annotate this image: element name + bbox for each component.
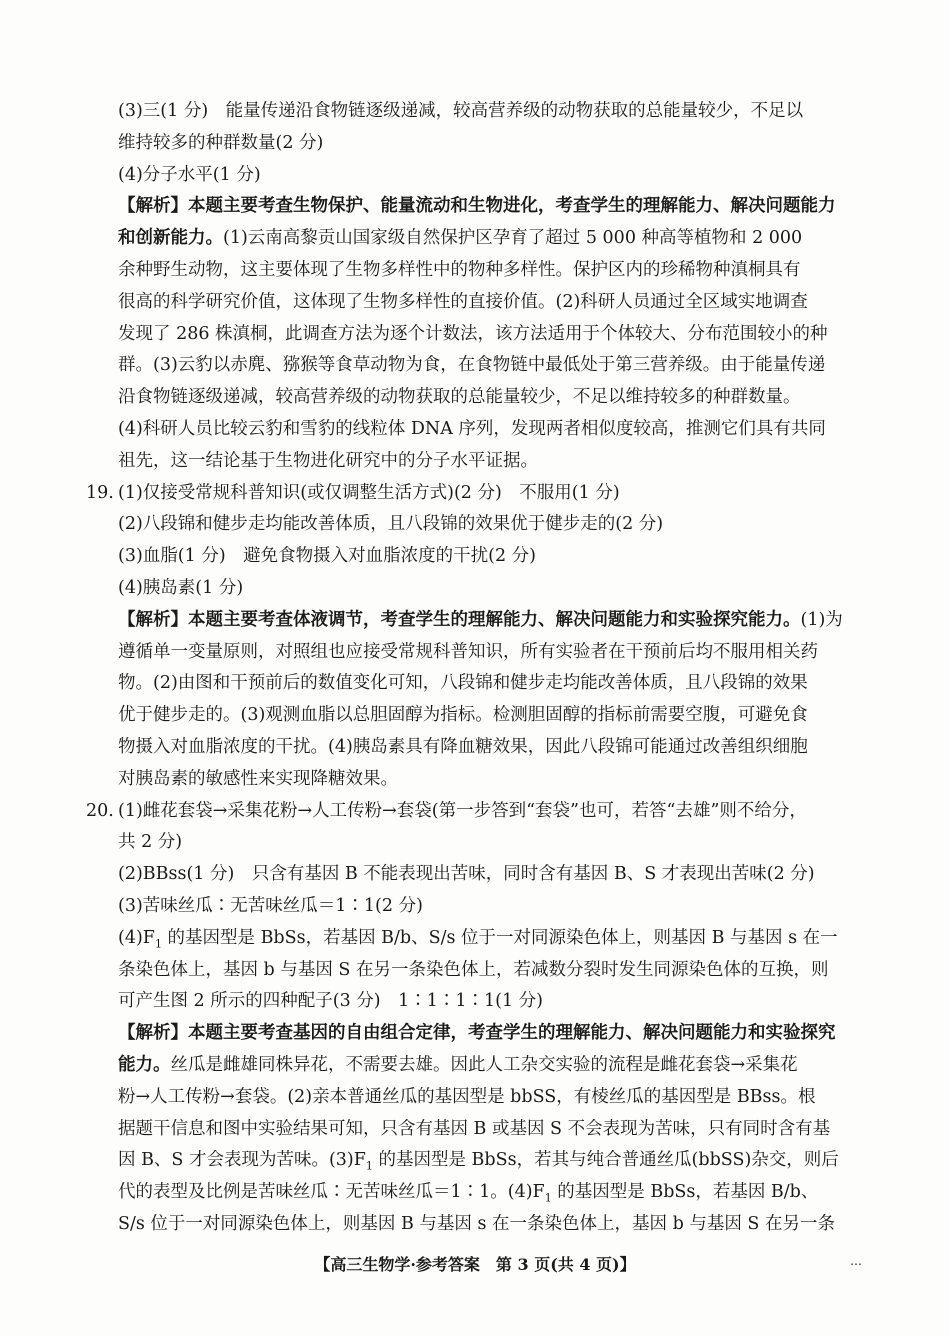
analysis-summary: 本题主要考查生物保护、能量流动和生物进化，考查学生的理解能力、解决问题能力 — [188, 196, 836, 217]
q19-answer-4: (4)胰岛素(1 分) — [118, 577, 244, 598]
q20-analysis-line3: 粉→人工传粉→套袋。(2)亲本普通丝瓜的基因型是 bbSS，有棱丝瓜的基因型是 BBss。根 — [118, 1086, 816, 1107]
q19-analysis-line4: 优于健步走的。(3)观测血脂以总胆固醇为指标。检测胆固醇的指标前需要空腹，可避免食 — [118, 705, 808, 726]
q18-analysis-line8: (4)科研人员比较云豹和雪豹的线粒体 DNA 序列，发现两者相似度较高，推测它们具有共同 — [118, 418, 826, 439]
q20-answer-4-line3: 可产生图 2 所示的四种配子(3 分) 1∶1∶1∶1(1 分) — [118, 991, 543, 1012]
analysis-summary: 本题主要考查体液调节，考查学生的理解能力、解决问题能力和实验探究能力。 — [188, 609, 801, 630]
q18-analysis-line1 — [118, 191, 870, 223]
q18-analysis-line2 — [118, 223, 870, 255]
answer-text: (4)F — [118, 927, 155, 948]
q20-answer-1-line2: 共 2 分) — [118, 832, 183, 853]
subscript: 1 — [365, 1159, 373, 1173]
q18-analysis-line4: 很高的科学研究价值，这体现了生物多样性的直接价值。(2)科研人员通过全区域实地调查 — [118, 291, 808, 312]
answer-text: (1)雌花套袋→采集花粉→人工传粉→套袋(第一步答到“套袋”也可，若答“去雄”则不给分， — [118, 800, 807, 821]
analysis-tag: 【解析】 — [118, 196, 188, 217]
subscript: 1 — [154, 937, 162, 951]
q18-analysis-line9: 祖先，这一结论基于生物进化研究中的分子水平证据。 — [118, 450, 538, 471]
q18-analysis-line3: 余种野生动物，这主要体现了生物多样性中的物种多样性。保护区内的珍稀物种滇桐具有 — [118, 259, 801, 280]
analysis-text: (1)云南高黎贡山国家级自然保护区孕育了超过 5 000 种高等植物和 2 000 — [223, 228, 803, 249]
question-number: 19. — [86, 482, 114, 503]
q19-analysis-line1 — [118, 605, 870, 637]
analysis-text-cont: 的基因型是 BbSs，若基因 B/b、 — [551, 1182, 819, 1203]
q18-analysis-line6: 群。(3)云豹以赤麂、猕猴等食草动物为食，在食物链中最低处于第三营养级。由于能量传递 — [118, 355, 826, 376]
analysis-text: (1)为 — [800, 609, 843, 630]
analysis-tag: 【解析】 — [118, 1023, 188, 1044]
q19-answer-2: (2)八段锦和健步走均能改善体质，且八段锦的效果优于健步走的(2 分) — [118, 514, 664, 535]
answer-text: (1)仅接受常规科普知识(或仅调整生活方式)(2 分) 不服用(1 分) — [118, 482, 620, 503]
q19-analysis-line3: 物。(2)由图和干预前后的数值变化可知，八段锦和健步走均能改善体质，且八段锦的效果 — [118, 673, 808, 694]
analysis-text: 代的表型及比例是苦味丝瓜∶无苦味丝瓜＝1∶1。(4)F — [118, 1182, 545, 1203]
analysis-summary: 本题主要考查基因的自由组合定律，考查学生的理解能力、解决问题能力和实验探究 — [188, 1023, 836, 1044]
q18-analysis-line7: 沿食物链逐级递减，较高营养级的动物获取的总能量较少，不足以维持较多的种群数量。 — [118, 387, 801, 408]
question-number: 20. — [86, 800, 114, 821]
q20-analysis-line7: S/s 位于一对同源染色体上，则基因 B 与基因 s 在一条染色体上，基因 b 与基因 S 在另一条 — [118, 1213, 835, 1234]
q18-answer-3-line2: 维持较多的种群数量(2 分) — [118, 132, 324, 153]
q20-analysis-line5 — [118, 1145, 870, 1177]
q19-answer-3: (3)血脂(1 分) 避免食物摄入对血脂浓度的干扰(2 分) — [118, 546, 536, 567]
q19-answer-1 — [86, 478, 870, 510]
page-footer: 【高三生物学·参考答案 第 3 页(共 4 页)】 — [314, 1255, 636, 1274]
analysis-text-cont: 的基因型是 BbSs，若其与纯合普通丝瓜(bbSS)杂交，则后 — [372, 1150, 839, 1171]
q18-analysis-line5: 发现了 286 株滇桐，此调查方法为逐个计数法，该方法适用于个体较大、分布范围较小的种 — [118, 323, 828, 344]
analysis-tag: 【解析】 — [118, 609, 188, 630]
analysis-summary-end: 能力。 — [118, 1054, 171, 1075]
q20-analysis-line2 — [118, 1050, 870, 1082]
q20-analysis-line4: 据题干信息和图中实验结果可知，只含有基因 B 或基因 S 不会表现为苦味，只有同时含有基 — [118, 1118, 831, 1139]
q18-answer-3-line1: (3)三(1 分) 能量传递沿食物链逐级递减，较高营养级的动物获取的总能量较少，不足以 — [118, 101, 804, 121]
q20-answer-4-line1 — [118, 923, 870, 955]
analysis-text: 丝瓜是雌雄同株异花，不需要去雄。因此人工杂交实验的流程是雌花套袋→采集花 — [170, 1054, 798, 1075]
q20-answer-2: (2)BBss(1 分) 只含有基因 B 不能表现出苦味，同时含有基因 B、S 才表现出苦味(2 分) — [118, 864, 815, 885]
q20-analysis-line6 — [118, 1177, 870, 1209]
answer-content — [86, 96, 870, 1241]
q19-analysis-line6: 对胰岛素的敏感性来实现降糖效果。 — [118, 768, 398, 789]
q20-answer-4-line2: 条染色体上，基因 b 与基因 S 在另一条染色体上，若减数分裂时发生同源染色体的互换，则 — [118, 959, 829, 980]
corner-mark: … — [850, 1254, 862, 1268]
analysis-text: 因 B、S 才会表现为苦味。(3)F — [118, 1150, 366, 1171]
q18-answer-4: (4)分子水平(1 分) — [118, 164, 261, 185]
q19-analysis-line5: 物摄入对血脂浓度的干扰。(4)胰岛素具有降血糖效果，因此八段锦可能通过改善组织细胞 — [118, 736, 808, 757]
q19-analysis-line2: 遵循单一变量原则，对照组也应接受常规科普知识，所有实验者在干预前后均不服用相关药 — [118, 641, 818, 662]
q20-analysis-line1 — [118, 1018, 870, 1050]
q20-answer-1-line1 — [86, 796, 870, 828]
answer-text-cont: 的基因型是 BbSs，若基因 B/b、S/s 位于一对同源染色体上，则基因 B 与基因 s 在一 — [161, 927, 838, 948]
subscript: 1 — [544, 1191, 552, 1205]
q20-answer-3: (3)苦味丝瓜∶无苦味丝瓜＝1∶1(2 分) — [118, 895, 423, 916]
analysis-summary-end: 和创新能力。 — [118, 228, 223, 249]
